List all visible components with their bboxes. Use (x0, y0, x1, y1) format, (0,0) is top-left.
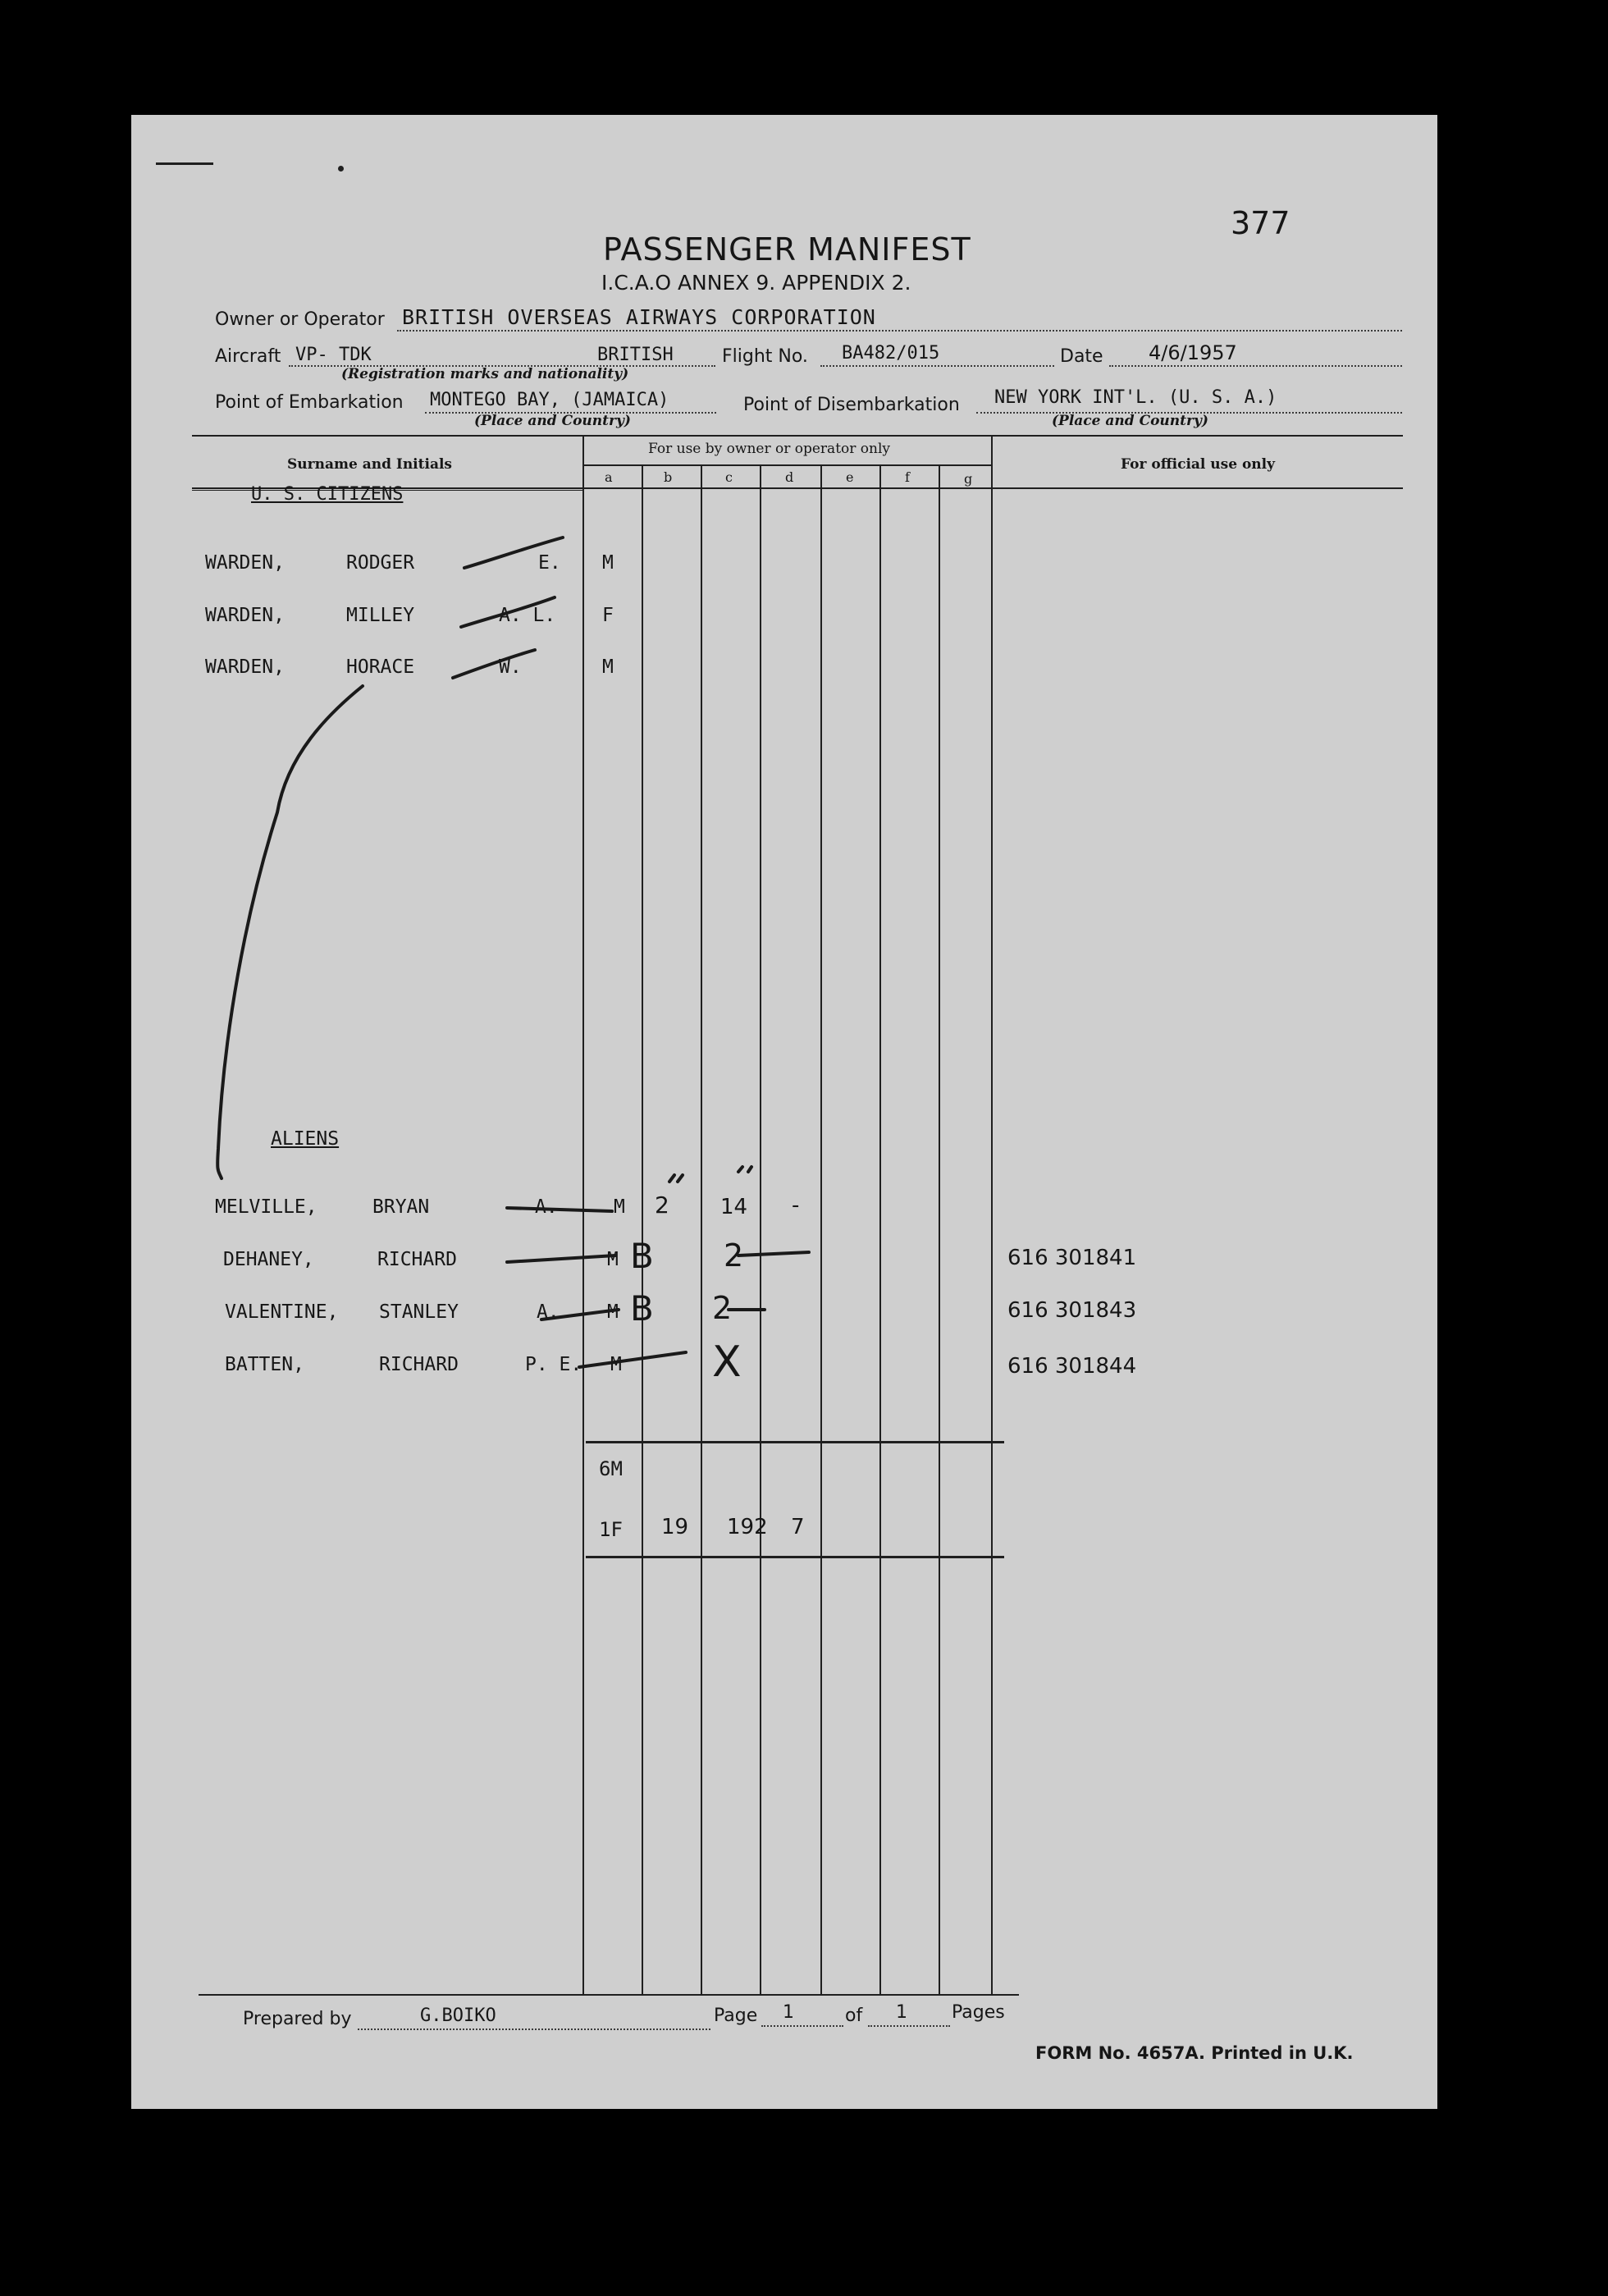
aliens-heading: ALIENS (271, 1128, 340, 1150)
subcol-a: a (605, 469, 613, 485)
page-number: 377 (1231, 205, 1291, 241)
date-label: Date (1060, 346, 1103, 367)
us-row-3-initials: W. (499, 656, 522, 678)
us-citizens-heading: U. S. CITIZENS (251, 484, 404, 505)
alien-row-4-c: X (712, 1338, 742, 1387)
us-row-1-initials: E. (538, 552, 561, 574)
aircraft-nationality: BRITISH (597, 345, 674, 365)
of-value: 1 (896, 2002, 907, 2023)
alien-row-4-a: M (610, 1354, 622, 1375)
aircraft-caption: (Registration marks and nationality) (341, 366, 629, 382)
aircraft-label: Aircraft (215, 346, 281, 367)
subcol-d: d (785, 469, 794, 485)
alien-row-1-surname: MELVILLE, (215, 1196, 317, 1218)
flight-label: Flight No. (722, 346, 808, 367)
col-header-official: For official use only (1121, 456, 1276, 473)
total-c: 192 (727, 1515, 768, 1539)
total-female: 1F (599, 1518, 623, 1541)
alien-row-3-official: 616 301843 (1007, 1298, 1137, 1323)
aircraft-value: VP- TDK (295, 345, 372, 365)
alien-row-2-official: 616 301841 (1007, 1246, 1137, 1270)
us-row-2-a: F (602, 605, 614, 626)
embarkation-value: MONTEGO BAY, (JAMAICA) (430, 390, 669, 410)
alien-row-1-a: M (614, 1196, 625, 1218)
of-label: of (845, 2006, 863, 2026)
owner-value: BRITISH OVERSEAS AIRWAYS CORPORATION (402, 305, 876, 329)
alien-row-2-surname: DEHANEY, (223, 1249, 314, 1270)
strike-dehaney (507, 1255, 615, 1262)
us-row-3-given: HORACE (346, 656, 415, 678)
form-note: FORM No. 4657A. Printed in U.K. (1035, 2043, 1354, 2063)
flight-value: BA482/015 (842, 343, 940, 364)
alien-row-3-b: B (630, 1288, 654, 1329)
disembarkation-label: Point of Disembarkation (743, 395, 960, 415)
subcol-b: b (664, 469, 673, 485)
subcol-f: f (905, 469, 910, 485)
page-label: Page (714, 2006, 758, 2026)
alien-row-4-initials: P. E. (525, 1354, 582, 1375)
total-d: 7 (791, 1515, 805, 1539)
alien-row-2-b: B (630, 1236, 654, 1276)
col-header-owner: For use by owner or operator only (648, 441, 891, 457)
page-title: PASSENGER MANIFEST (603, 231, 971, 268)
alien-row-4-given: RICHARD (379, 1354, 459, 1375)
alien-row-3-a: M (607, 1301, 619, 1323)
us-row-1-surname: WARDEN, (205, 552, 285, 574)
alien-row-1-initials: A. (535, 1196, 558, 1218)
strike-horace (453, 650, 535, 678)
alien-row-2-c: 2 (724, 1237, 744, 1274)
alien-row-2-a: M (607, 1249, 619, 1270)
pages-label: Pages (952, 2002, 1005, 2023)
strike-dehaney-c (738, 1252, 809, 1255)
strike-rodger (464, 537, 563, 568)
owner-label: Owner or Operator (215, 309, 385, 330)
subcol-g: g (964, 471, 973, 487)
strike-melville (507, 1208, 612, 1211)
alien-row-1-given: BRYAN (372, 1196, 430, 1218)
disembarkation-caption: (Place and Country) (1052, 413, 1208, 429)
us-row-3-surname: WARDEN, (205, 656, 285, 678)
alien-row-1-c: 14 (720, 1195, 748, 1219)
strike-valentine (541, 1310, 619, 1320)
col-header-name: Surname and Initials (287, 456, 452, 473)
alien-row-2-given: RICHARD (377, 1249, 457, 1270)
page-value: 1 (783, 2002, 794, 2023)
subcol-e: e (846, 469, 854, 485)
disembarkation-value: NEW YORK INT'L. (U. S. A.) (994, 387, 1277, 408)
us-row-2-given: MILLEY (346, 605, 415, 626)
bracket-curve (217, 686, 363, 1178)
prepared-label: Prepared by (243, 2009, 352, 2029)
subcol-c: c (725, 469, 733, 485)
us-row-1-a: M (602, 552, 614, 574)
embarkation-caption: (Place and Country) (474, 413, 631, 429)
embarkation-label: Point of Embarkation (215, 392, 404, 413)
tick-melville-c (738, 1167, 751, 1172)
date-value: 4/6/1957 (1149, 341, 1237, 364)
alien-row-3-initials: A. (537, 1301, 560, 1323)
page-subtitle: I.C.A.O ANNEX 9. APPENDIX 2. (601, 271, 911, 295)
alien-row-4-official: 616 301844 (1007, 1354, 1137, 1379)
strike-batten (579, 1352, 686, 1367)
us-row-1-given: RODGER (346, 552, 415, 574)
alien-row-1-d: - (792, 1193, 800, 1218)
alien-row-4-surname: BATTEN, (225, 1354, 304, 1375)
prepared-value: G.BOIKO (420, 2006, 496, 2026)
total-male: 6M (599, 1457, 623, 1480)
alien-row-1-b: 2 (655, 1191, 669, 1219)
total-b: 19 (661, 1515, 689, 1539)
us-row-2-initials: A. L. (499, 605, 556, 626)
alien-row-3-surname: VALENTINE, (225, 1301, 339, 1323)
alien-row-3-given: STANLEY (379, 1301, 459, 1323)
us-row-3-a: M (602, 656, 614, 678)
us-row-2-surname: WARDEN, (205, 605, 285, 626)
tick-melville-b (669, 1175, 683, 1182)
strike-milley (461, 597, 555, 627)
alien-row-3-c: 2 (712, 1290, 733, 1326)
